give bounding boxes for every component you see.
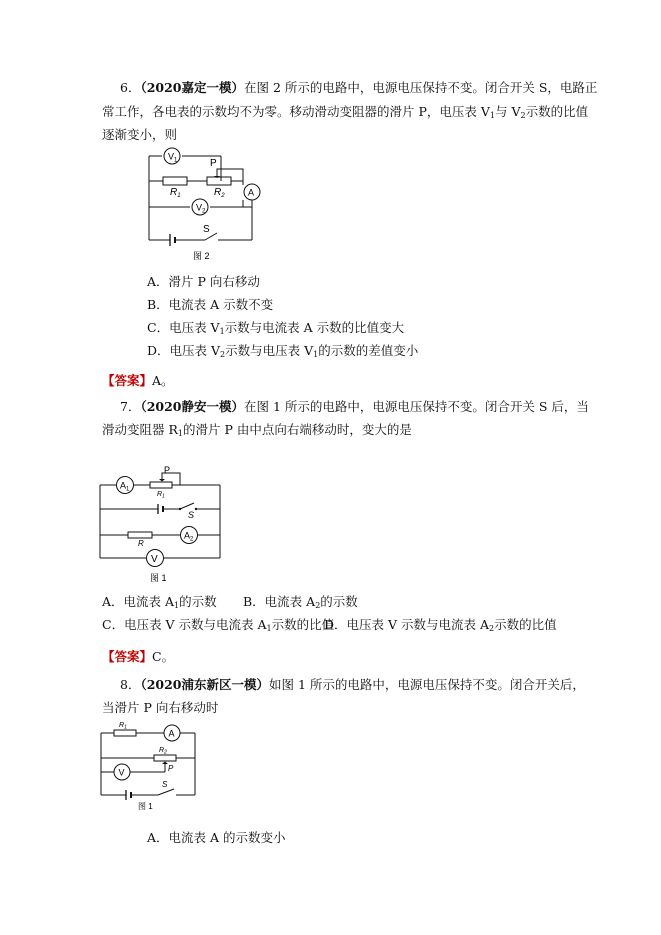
q6-stem-line-2 (102, 104, 588, 120)
q6-answer (102, 373, 174, 389)
q6-stem-line-3: 逐渐变小，则 (102, 127, 178, 142)
q6-stem-sub-2: 2 (520, 111, 526, 120)
q6-stem-text-1: 在图 2 所示的电路中，电源电压保持不变。闭合开关 S，电路正 (244, 80, 598, 95)
q8-stem-line-2: 当滑片 P 向右移动时 (102, 700, 219, 715)
q7-label-r: R (138, 539, 144, 548)
q6-stem-sub-1: 1 (489, 111, 495, 120)
q7-label-s: S (188, 510, 195, 520)
q6-answer-tag: 【答案】 (102, 373, 153, 388)
q8-label-v: V (118, 767, 125, 778)
q7-figure-caption: 图 1 (150, 573, 167, 583)
q7-source: （2020静安一模） (140, 399, 244, 414)
q8-circuit-diagram (98, 720, 198, 813)
q7-label-r1: $R_1$ (157, 491, 165, 500)
q7-option-c: C．电压表 V 示数与电流表 $A_1$示数的比值 (102, 617, 335, 633)
q7-answer (102, 649, 174, 665)
q6-label-p: P (210, 158, 217, 169)
q7-answer-tag: 【答案】 (102, 649, 153, 664)
q7-label-p: P (164, 465, 171, 475)
q7-answer-value: C。 (152, 649, 175, 664)
q6-label-r1: $R_1$ (170, 187, 181, 199)
q8-label-s: S (162, 780, 168, 789)
q7-option-a: A．电流表 $A_1$的示数 (102, 594, 217, 610)
q7-label-v: V (151, 554, 158, 565)
q8-label-r1: $R_1$ (119, 722, 127, 731)
q7-stem-text-1: 在图 1 所示的电路中，电源电压保持不变。闭合开关 S 后，当 (244, 399, 589, 414)
q6-option-c: C．电压表 $V_1$示数与电流表 A 示数的比值变大 (147, 320, 405, 336)
q6-option-a: A．滑片 P 向右移动 (147, 274, 260, 289)
q8-stem-line-1 (120, 677, 585, 693)
q7-number: 7． (120, 399, 141, 414)
q7-stem-line-1 (120, 399, 589, 415)
q6-circuit-diagram (145, 147, 270, 259)
q7-label-a2: $A_2$ (184, 530, 194, 543)
q8-source: （2020浦东新区一模） (140, 677, 269, 692)
q6-source: （2020嘉定一模） (140, 80, 244, 95)
q7-option-d: D．电压表 V 示数与电流表 $A_2$示数的比值 (324, 617, 557, 633)
q8-option-a: A．电流表 A 的示数变小 (147, 830, 286, 845)
q6-option-d: D．电压表 $V_2$示数与电压表 $V_1$的示数的差值变小 (147, 343, 419, 359)
q7-label-a1: $A_1$ (120, 480, 130, 493)
q6-answer-value: A。 (152, 373, 174, 388)
q6-number: 6． (120, 80, 141, 95)
q7-circuit-diagram (98, 465, 224, 583)
q8-stem-text-1: 如图 1 所示的电路中，电源电压保持不变。闭合开关后， (269, 677, 585, 692)
q8-label-a: A (168, 728, 175, 739)
q6-label-r2: $R_2$ (214, 187, 225, 199)
q6-stem-line-1 (120, 80, 597, 96)
q6-option-b: B．电流表 A 示数不变 (147, 297, 274, 312)
q7-option-b: B．电流表 $A_2$的示数 (243, 594, 358, 610)
q6-stem-text-2a: 常工作，各电表的示数均不为零。移动滑动变阻器的滑片 P，电压表 V (102, 104, 490, 119)
q6-label-a: A (248, 187, 255, 198)
q8-number: 8． (120, 677, 141, 692)
q8-figure-caption: 图 1 (138, 802, 153, 811)
q8-label-p: P (168, 764, 174, 773)
q6-label-s: S (203, 224, 210, 235)
q8-label-r2: $R_2$ (159, 747, 167, 756)
q6-label-v1: $V_1$ (168, 151, 178, 164)
q6-label-v2: $V_2$ (196, 202, 206, 215)
q7-stem-line-2: 滑动变阻器 $R_1$的滑片 P 由中点向右端移动时，变大的是 (102, 422, 412, 438)
q6-figure-caption: 图 2 (193, 251, 210, 261)
q6-stem-text-2c: 示数的比值 (525, 104, 589, 119)
q6-stem-text-2b: 与 V (494, 104, 521, 119)
